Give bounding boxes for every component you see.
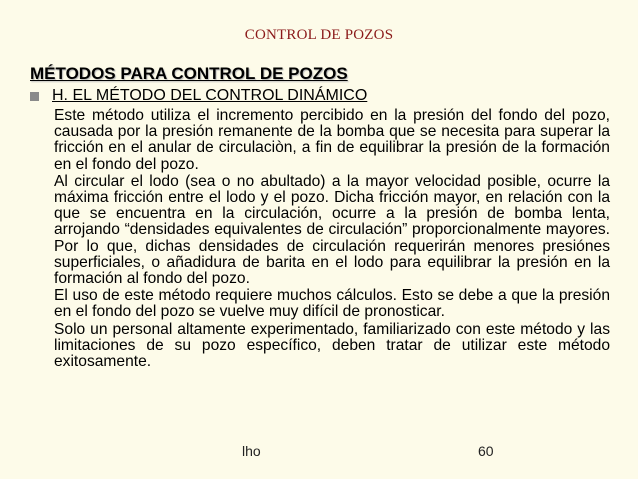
square-bullet-icon bbox=[30, 92, 39, 101]
method-heading: H. EL MÉTODO DEL CONTROL DINÁMICO bbox=[52, 87, 368, 104]
paragraph-2: Al circular el lodo (sea o no abultado) a la mayor velocidad posible, ocurre la máxima fricción entre el lodo y el pozo. Dicha fricción mayor, en relación con la que se encuentra en la circulación, ocurre a la presión de bomba lenta, arrojando “densidades equivalentes de circulación” proporcionalmente mayores. Por lo que, dichas densidades de circulación requerirán menores presiónes superficiales, o añadidura de barita en el lodo para equilibrar la presión en la formación al fondo del pozo. bbox=[54, 172, 610, 288]
paragraph-1: Este método utiliza el incremento percibido en la presión del fondo del pozo, causada por la presión remanente de la bomba que se necesita para superar la fricción en el anular de circulaciòn, a fin de equilibrar la presión de la formación en el fondo del pozo. bbox=[54, 107, 610, 173]
page-number: 60 bbox=[478, 443, 494, 459]
section-heading: MÉTODOS PARA CONTROL DE POZOS bbox=[30, 64, 348, 83]
paragraph-3: El uso de este método requiere muchos cálculos. Esto se debe a que la presión en el fondo del pozo se vuelve muy difícil de pronosticar. bbox=[54, 287, 610, 321]
slide-title: CONTROL DE POZOS bbox=[244, 27, 394, 43]
footer-author: lho bbox=[242, 443, 261, 459]
slide-body bbox=[54, 108, 610, 371]
method-heading-row bbox=[30, 87, 367, 105]
paragraph-4: Solo un personal altamente experimentado, familiarizado con este método y las limitaciones de su pozo específico, deben tratar de utilizar este método exitosamente. bbox=[54, 320, 610, 371]
